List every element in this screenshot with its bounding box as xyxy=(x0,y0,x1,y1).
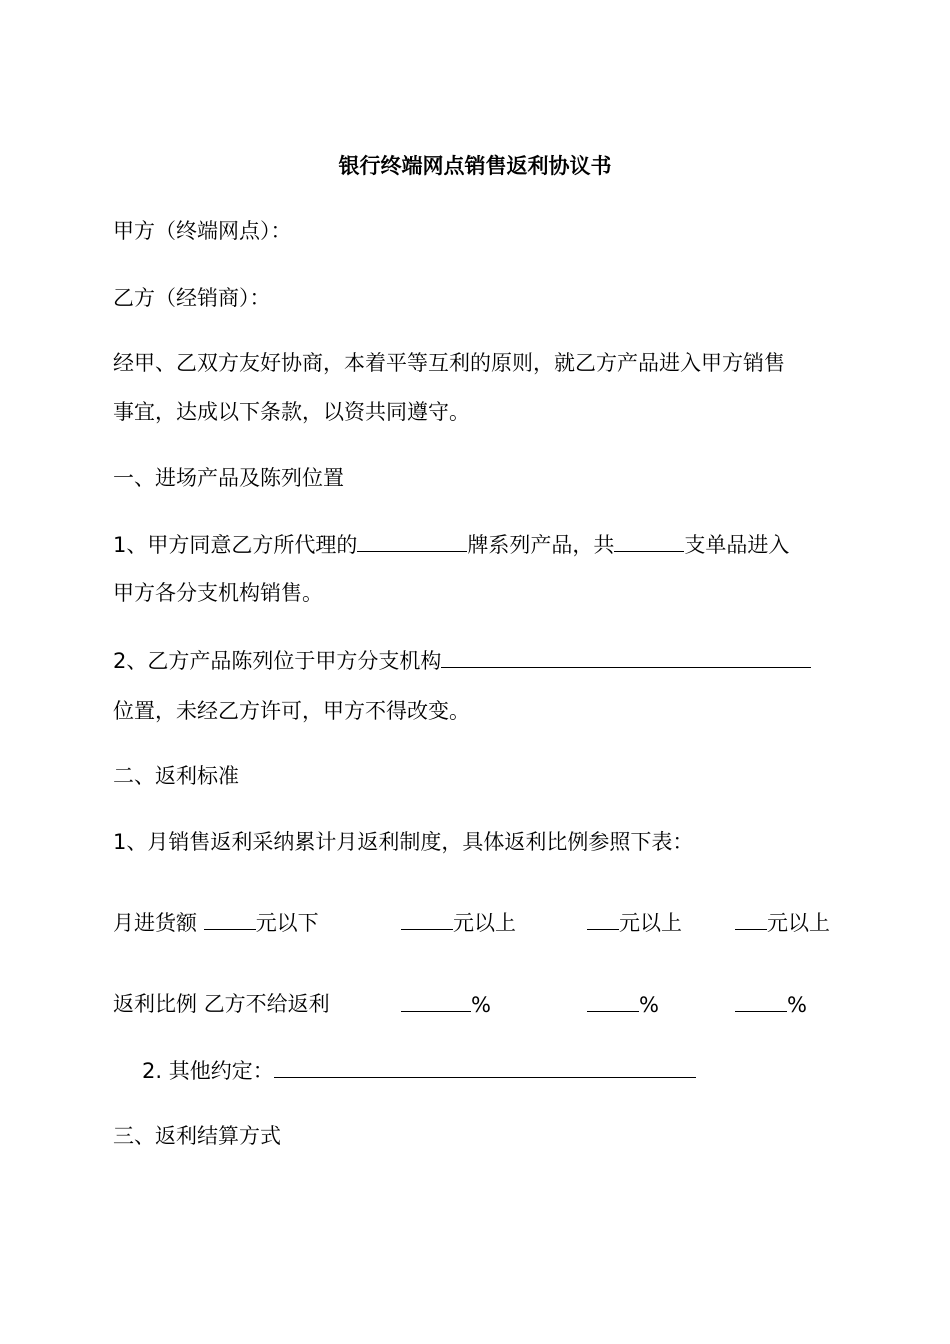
tier4-rebate-blank[interactable] xyxy=(735,989,787,1012)
party-b-label: 乙方（经销商）： xyxy=(113,286,271,310)
table-row1-col4 xyxy=(735,907,830,938)
table-row2-col3 xyxy=(587,989,659,1020)
tier2-suffix: 元以上 xyxy=(453,911,516,935)
intro-paragraph-line1: 经甲、乙双方友好协商，本着平等互利的原则，就乙方产品进入甲方销售 xyxy=(113,351,785,375)
tier1-suffix: 元以下 xyxy=(255,911,319,935)
section2-item1: 1、月销售返利采纳累计月返利制度，具体返利比例参照下表： xyxy=(113,830,694,854)
purchase-amount-label: 月进货额 xyxy=(113,911,197,935)
section3-heading: 三、返利结算方式 xyxy=(113,1124,281,1148)
tier1-amount-blank[interactable] xyxy=(204,907,256,930)
intro-paragraph-line2: 事宜，达成以下条款，以资共同遵守。 xyxy=(113,400,470,424)
tier3-suffix: 元以上 xyxy=(619,911,682,935)
tier3-amount-blank[interactable] xyxy=(587,907,619,930)
tier4-amount-blank[interactable] xyxy=(735,907,767,930)
table-row2-col2 xyxy=(401,989,491,1020)
section1-item1-text-b: 牌系列产品，共 xyxy=(467,533,615,557)
section1-heading: 一、进场产品及陈列位置 xyxy=(113,466,344,490)
rebate-ratio-label: 返利比例 xyxy=(113,992,197,1016)
tier2-rebate-blank[interactable] xyxy=(401,989,471,1012)
tier2-amount-blank[interactable] xyxy=(401,907,453,930)
section2-item2 xyxy=(142,1055,696,1086)
sku-count-blank-field[interactable] xyxy=(614,529,684,552)
section1-item1-text-a: 1、甲方同意乙方所代理的 xyxy=(113,533,358,557)
table-row1-col2 xyxy=(401,907,516,938)
tier3-rebate-blank[interactable] xyxy=(587,989,639,1012)
tier1-rebate-text: 乙方不给返利 xyxy=(203,992,330,1016)
section1-item2-text: 2、乙方产品陈列位于甲方分支机构 xyxy=(113,649,442,673)
tier4-percent: % xyxy=(787,993,807,1017)
tier4-suffix: 元以上 xyxy=(767,911,830,935)
tier2-percent: % xyxy=(471,993,491,1017)
table-row1-label xyxy=(113,907,319,938)
other-terms-label: 2. 其他约定： xyxy=(142,1059,274,1083)
document-title: 银行终端网点销售返利协议书 xyxy=(338,154,612,178)
table-row1-col3 xyxy=(587,907,682,938)
section1-item1 xyxy=(113,529,789,560)
display-location-blank-field[interactable] xyxy=(441,645,811,668)
party-a-label: 甲方（终端网点）： xyxy=(113,219,292,243)
section1-item1-line2: 甲方各分支机构销售。 xyxy=(113,581,323,605)
section1-item2-line2: 位置，未经乙方许可，甲方不得改变。 xyxy=(113,699,470,723)
section1-item1-text-c: 支单品进入 xyxy=(684,533,790,557)
section1-item2 xyxy=(113,645,811,676)
brand-blank-field[interactable] xyxy=(357,529,467,552)
other-terms-blank-field[interactable] xyxy=(274,1055,696,1078)
section2-heading: 二、返利标准 xyxy=(113,764,239,788)
table-row2-label xyxy=(113,989,330,1019)
table-row2-col4 xyxy=(735,989,807,1020)
tier3-percent: % xyxy=(639,993,659,1017)
